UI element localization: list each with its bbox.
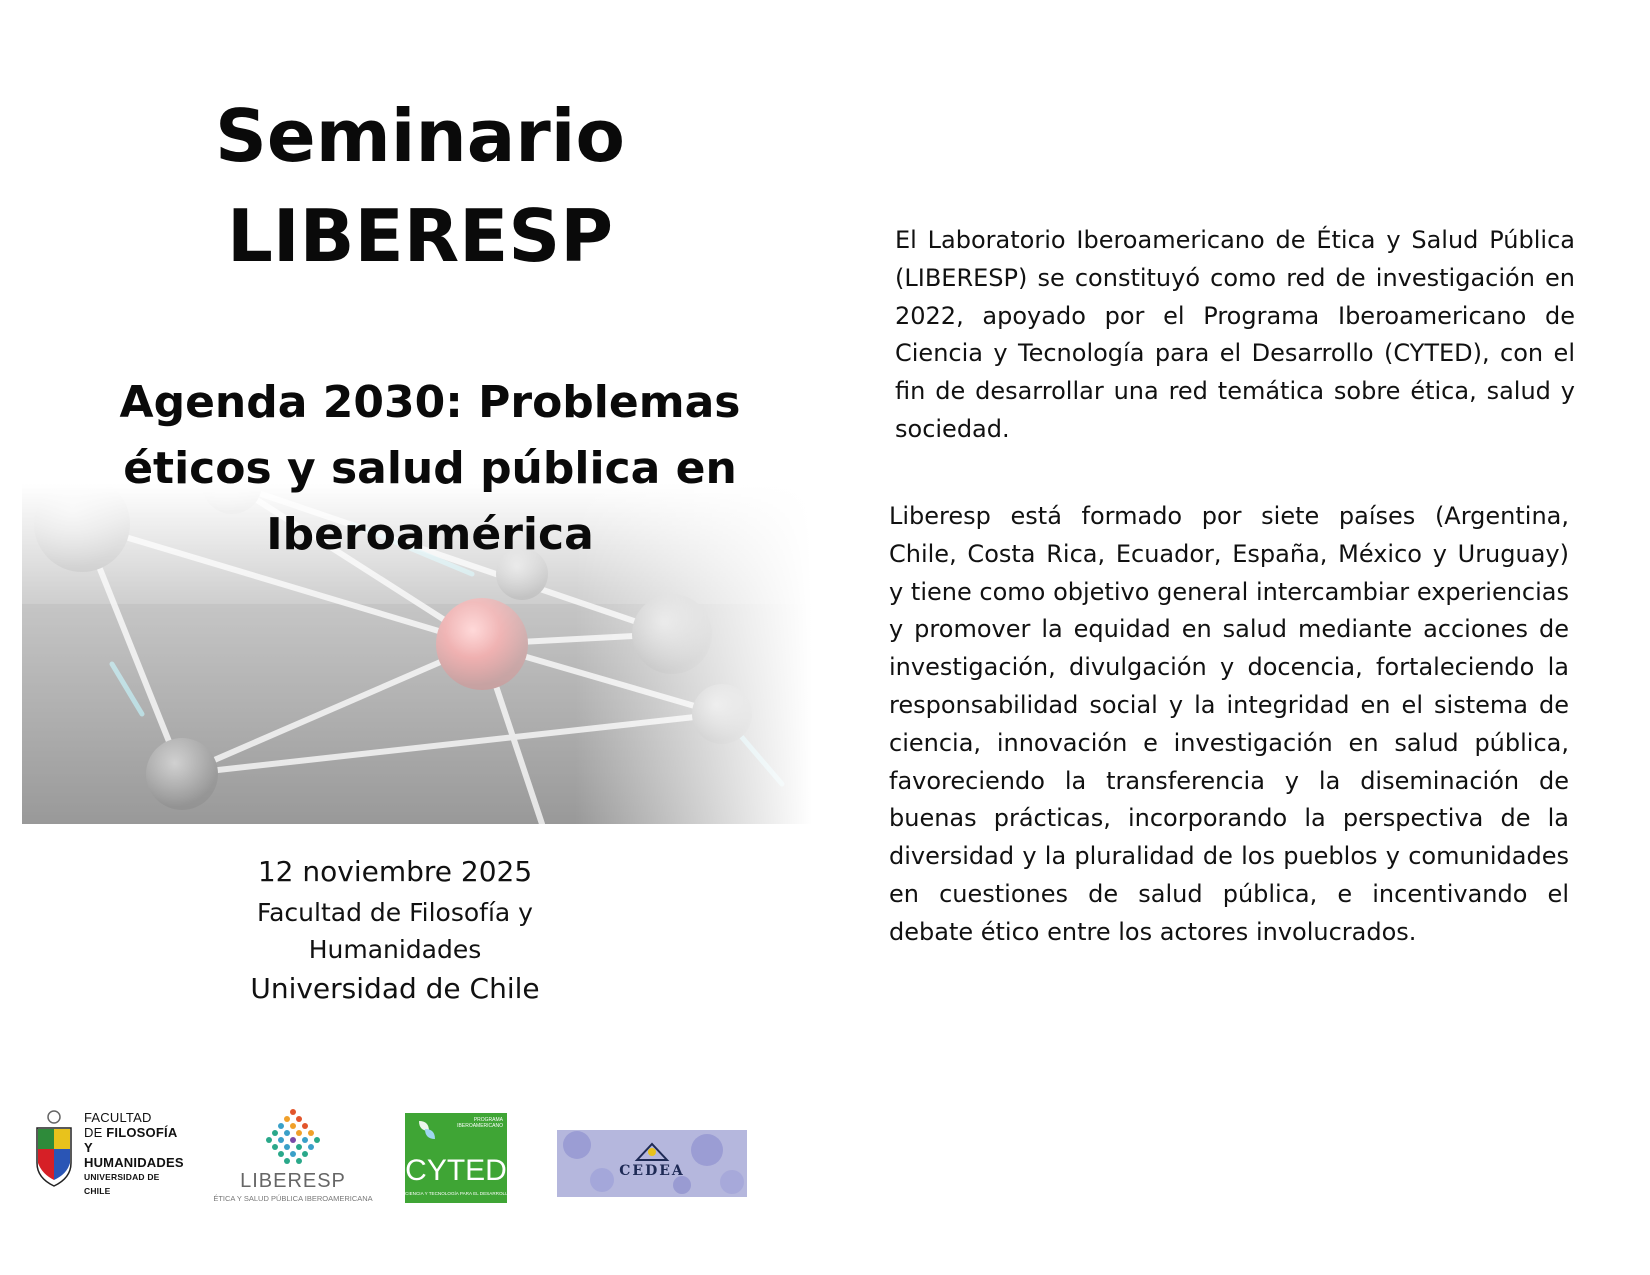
intro-paragraph: El Laboratorio Iberoamericano de Ética y Salud Pública (LIBERESP) se constituyó como red de investigación en 2022, apoyado por el Programa Iberoamericano de Ciencia y Tecnología para el Desarrollo (CYTED), con el fin de desarrollar una red temática sobre ética, salud y sociedad.	[895, 226, 1575, 443]
subtitle-line-2: éticos y salud pública en	[123, 443, 737, 494]
description-paragraph: Liberesp está formado por siete países (Argentina, Chile, Costa Rica, Ecuador, España, México y Uruguay) y tiene como objetivo general intercambiar experiencias y promover la equidad en salud mediante acciones de investigación, divulgación y docencia, fortaleciendo la responsabilidad social y la integridad en el sistema de ciencia, innovación e investigación en salud pública, favoreciendo la transferencia y la diseminación de buenas prácticas, incorporando la perspectiva de la diversidad y la pluralidad de los pueblos y comunidades en cuestiones de salud pública, e incentivando el debate ético entre los actores involucrados.	[889, 502, 1569, 946]
cyted-logo-name: CYTED	[405, 1154, 507, 1187]
facultad-logo-line-3: Y HUMANIDADES	[84, 1140, 184, 1170]
seminar-subtitle	[110, 370, 750, 568]
liberesp-dots-icon	[263, 1108, 323, 1166]
event-university: Universidad de Chile	[250, 972, 540, 1005]
university-shield-icon	[34, 1108, 74, 1188]
cyted-leaf-icon	[417, 1119, 437, 1141]
cedea-logo-name: CEDEA	[619, 1163, 685, 1179]
seminar-title	[100, 86, 740, 286]
cedea-logo	[557, 1130, 747, 1197]
cyted-logo	[405, 1113, 512, 1203]
facultad-logo-line-4: UNIVERSIDAD DE CHILE	[84, 1172, 160, 1196]
cyted-logo-top-2: IBEROAMERICANO	[457, 1123, 503, 1129]
title-line-1: Seminario	[215, 94, 625, 178]
subtitle-line-1: Agenda 2030: Problemas	[119, 377, 741, 428]
cyted-logo-top-1: PROGRAMA	[473, 1117, 503, 1123]
cyted-logo-tagline: CIENCIA Y TECNOLOGÍA PARA EL DESARROLLO	[405, 1191, 512, 1196]
facultad-logo-line-2b: FILOSOFÍA	[106, 1125, 178, 1140]
liberesp-logo	[210, 1108, 376, 1204]
subtitle-line-3: Iberoamérica	[266, 509, 594, 560]
event-date: 12 noviembre 2025	[257, 855, 533, 888]
liberesp-logo-name: LIBERESP	[240, 1170, 346, 1192]
event-faculty-line-2: Humanidades	[308, 935, 482, 964]
event-info	[200, 850, 590, 1010]
liberesp-logo-tagline: ÉTICA Y SALUD PÚBLICA IBEROAMERICANA	[213, 1194, 373, 1203]
title-line-2: LIBERESP	[227, 194, 613, 278]
facultad-logo	[34, 1108, 184, 1196]
facultad-logo-line-1: FACULTAD	[84, 1110, 152, 1125]
event-faculty-line-1: Facultad de Filosofía y	[257, 898, 533, 927]
facultad-logo-line-2a: DE	[84, 1125, 107, 1140]
